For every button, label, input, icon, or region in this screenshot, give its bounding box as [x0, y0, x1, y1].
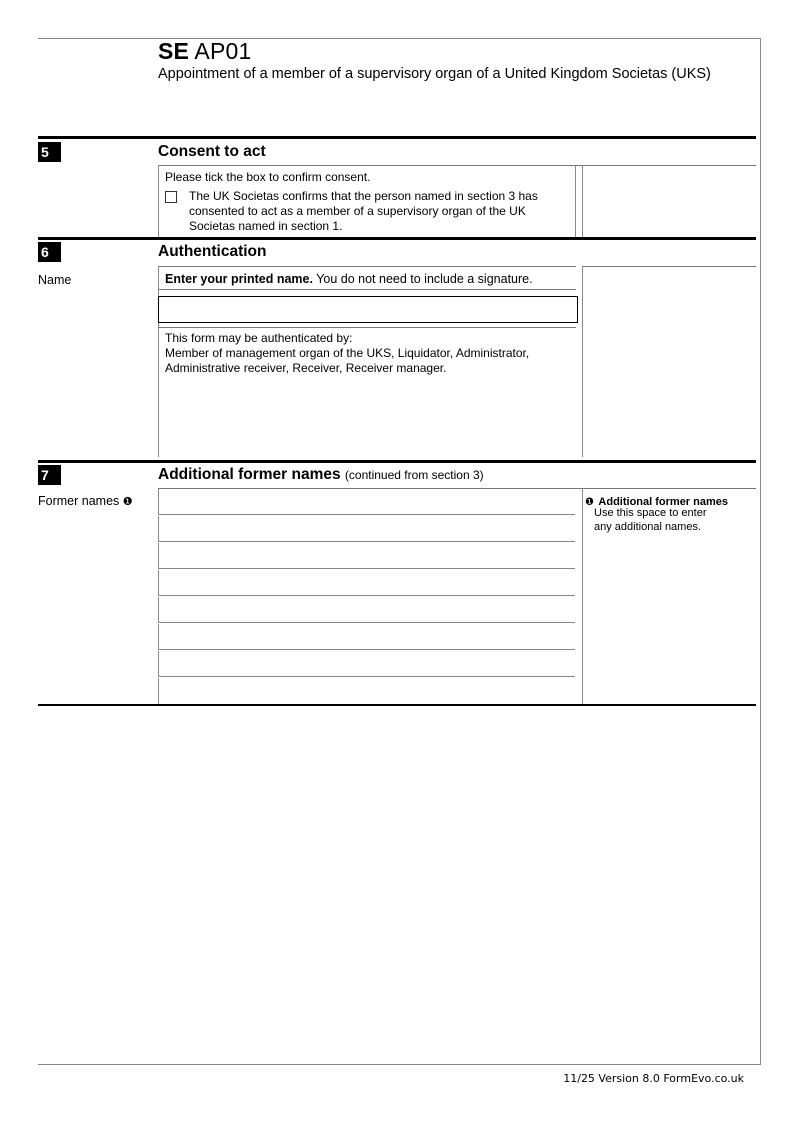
section7-title-main: Additional former names	[158, 466, 341, 483]
former-name-row[interactable]	[158, 543, 575, 569]
former-names-label	[38, 494, 133, 508]
section6-left-border	[158, 266, 159, 457]
former-name-row[interactable]	[158, 678, 575, 704]
section7-title	[158, 466, 484, 484]
former-names-label-text: Former names	[38, 494, 120, 508]
former-name-row[interactable]	[158, 624, 575, 650]
form-prefix: SE	[158, 38, 190, 64]
section6-guide-rule	[582, 266, 756, 267]
name-label: Name	[38, 273, 72, 287]
name-prompt-rest: You do not need to include a signature.	[312, 272, 533, 286]
section6-top-rule	[38, 237, 756, 240]
section5-number: 5	[38, 142, 61, 162]
former-name-row[interactable]	[158, 489, 575, 515]
form-subtitle: Appointment of a member of a supervisory organ of a United Kingdom Societas (UKS)	[158, 66, 711, 82]
former-name-row[interactable]	[158, 597, 575, 623]
consent-checkbox[interactable]	[165, 191, 177, 203]
section5-title: Consent to act	[158, 143, 266, 160]
page-top-rule	[38, 38, 761, 39]
former-name-row[interactable]	[158, 570, 575, 596]
name-prompt	[165, 272, 533, 286]
section6-title-rule	[158, 266, 576, 267]
auth-list: Member of management organ of the UKS, Liquidator, Administrator, Administrative receiver, Receiver, Receiver manager.	[165, 346, 530, 375]
guidance-title: Additional former names	[598, 496, 728, 508]
name-prompt-bold: Enter your printed name.	[165, 272, 313, 286]
guidance-info-icon: ❶	[585, 497, 594, 508]
section5-mid-border	[575, 165, 576, 237]
section5-title-rule	[158, 165, 756, 166]
footer-version: 11/25 Version 8.0 FormEvo.co.uk	[563, 1072, 744, 1085]
section6-number: 6	[38, 242, 61, 262]
form-code: AP01	[194, 38, 252, 64]
page-right-edge	[760, 38, 761, 1065]
name-prompt-rule	[158, 289, 576, 290]
former-name-row[interactable]	[158, 516, 575, 542]
section7-number: 7	[38, 465, 61, 485]
section7-guide-border	[582, 488, 583, 704]
guidance-text-line1: Use this space to enter	[594, 507, 707, 519]
printed-name-input[interactable]	[158, 296, 578, 323]
section5-guide-border	[582, 165, 583, 237]
section6-guide-border	[582, 266, 583, 457]
form-title	[158, 38, 252, 65]
section5-left-border	[158, 165, 159, 237]
auth-intro: This form may be authenticated by:	[165, 331, 353, 345]
page-bottom-rule	[38, 1064, 761, 1065]
name-input-rule	[158, 327, 576, 328]
former-name-row[interactable]	[158, 651, 575, 677]
section7-title-sub: (continued from section 3)	[344, 468, 484, 482]
info-marker-icon: ❶	[122, 495, 133, 508]
section7-top-rule	[38, 460, 756, 463]
section6-title: Authentication	[158, 243, 267, 260]
guidance-text-line2: any additional names.	[594, 521, 702, 533]
consent-checkbox-label: The UK Societas confirms that the person named in section 3 has consented to act as a member of a supervisory organ of the UK Societas named in section 1.	[189, 189, 538, 233]
section5-top-rule	[38, 136, 756, 139]
section7-bottom-rule	[38, 704, 756, 706]
section5-instruction: Please tick the box to confirm consent.	[165, 170, 371, 184]
